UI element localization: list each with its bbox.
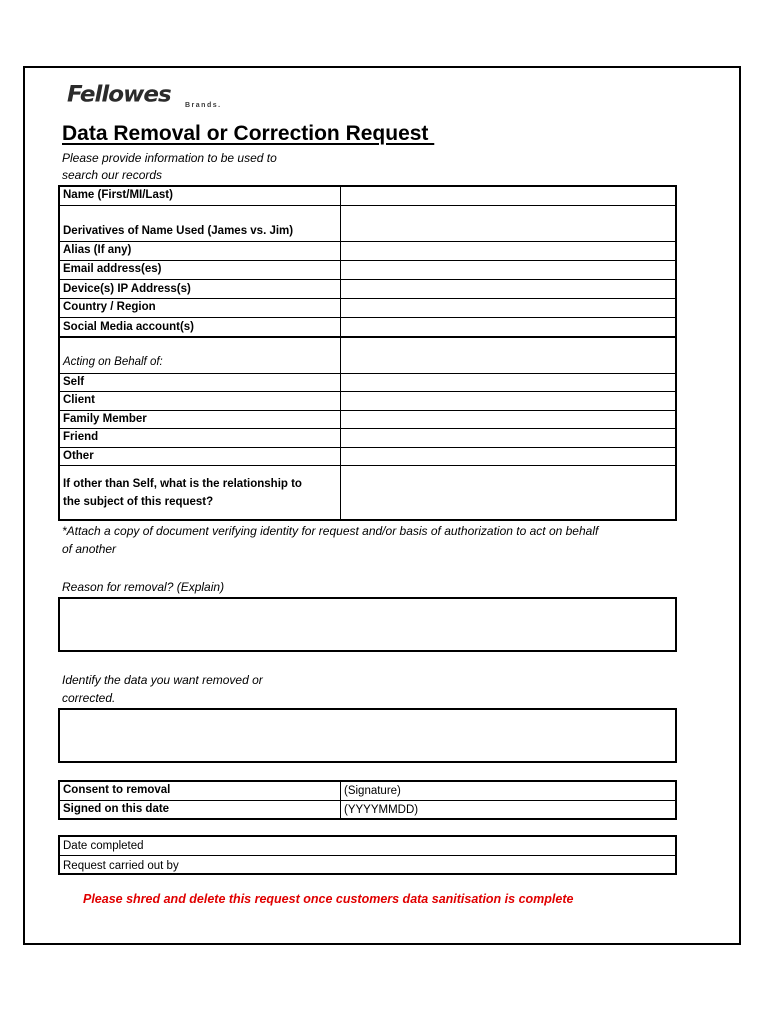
table-row: [60, 318, 675, 338]
table-row: [60, 280, 675, 299]
table-row: [60, 411, 675, 429]
relationship-input[interactable]: [341, 466, 675, 519]
table-row: [60, 242, 675, 261]
intro-line-2: search our records: [62, 168, 163, 182]
field-label-ip: Device(s) IP Address(s): [63, 283, 191, 295]
signed-date-field[interactable]: (YYYYMMDD): [344, 804, 419, 816]
field-label-alias: Alias (If any): [63, 244, 132, 256]
derivatives-input[interactable]: [341, 206, 675, 242]
behalf-heading: Acting on Behalf of:: [63, 356, 163, 368]
field-label-social: Social Media account(s): [63, 321, 195, 333]
table-row: [60, 837, 675, 856]
table-row: [60, 801, 675, 820]
name-input[interactable]: [341, 187, 675, 206]
table-row: [60, 429, 675, 448]
ip-input[interactable]: [341, 280, 675, 299]
table-row: [60, 373, 675, 392]
table-row: [60, 187, 675, 206]
signed-date-label: Signed on this date: [63, 803, 170, 815]
carried-out-by-field[interactable]: Request carried out by: [63, 860, 179, 872]
records-table: [58, 185, 677, 338]
table-row: [60, 466, 675, 519]
field-label-country: Country / Region: [63, 301, 156, 313]
shred-warning: Please shred and delete this request once customers data sanitisation is complete: [83, 892, 574, 906]
identify-textarea[interactable]: [58, 708, 677, 763]
page-title: Data Removal or Correction Request: [62, 122, 435, 145]
fellowes-logo: [67, 82, 232, 112]
alias-input[interactable]: [341, 242, 675, 261]
reason-label: Reason for removal? (Explain): [62, 580, 225, 594]
option-friend: Friend: [63, 431, 99, 443]
logo-wordmark: Fellowes: [67, 82, 171, 108]
table-row: [60, 392, 675, 411]
behalf-table: [58, 336, 677, 521]
social-input[interactable]: [341, 318, 675, 338]
logo-subtext: Brands.: [185, 102, 222, 109]
consent-label: Consent to removal: [63, 784, 171, 796]
client-input[interactable]: [341, 392, 675, 411]
identify-label-1: Identify the data you want removed or: [62, 673, 263, 687]
completion-table: [58, 835, 677, 875]
other-input[interactable]: [341, 448, 675, 466]
option-family-member: Family Member: [63, 413, 147, 425]
table-row: [60, 299, 675, 318]
identify-label-2: corrected.: [62, 691, 116, 705]
self-input[interactable]: [341, 374, 675, 393]
table-row: [60, 261, 675, 280]
field-label-email: Email address(es): [63, 263, 162, 275]
family-member-input[interactable]: [341, 411, 675, 429]
table-row: [60, 856, 675, 875]
date-completed-field[interactable]: Date completed: [63, 840, 144, 852]
attach-note-line-1: *Attach a copy of document verifying identity for request and/or basis of authorization to act on behalf: [62, 524, 599, 538]
table-row: [60, 206, 675, 242]
consent-table: [58, 780, 677, 820]
option-client: Client: [63, 394, 95, 406]
friend-input[interactable]: [341, 429, 675, 448]
reason-textarea[interactable]: [58, 597, 677, 652]
behalf-heading-row: [60, 336, 675, 373]
email-input[interactable]: [341, 261, 675, 280]
option-self: Self: [63, 376, 85, 388]
attach-note-line-2: of another: [62, 542, 117, 556]
field-label-derivatives: Derivatives of Name Used (James vs. Jim): [63, 225, 294, 237]
relationship-question-1: If other than Self, what is the relationship to: [63, 478, 302, 490]
table-row: [60, 782, 675, 801]
signature-field[interactable]: (Signature): [344, 785, 401, 797]
option-other: Other: [63, 450, 94, 462]
table-row: [60, 448, 675, 466]
intro-line-1: Please provide information to be used to: [62, 151, 277, 165]
field-label-name: Name (First/MI/Last): [63, 189, 173, 201]
country-input[interactable]: [341, 299, 675, 318]
relationship-question-2: the subject of this request?: [63, 496, 214, 508]
